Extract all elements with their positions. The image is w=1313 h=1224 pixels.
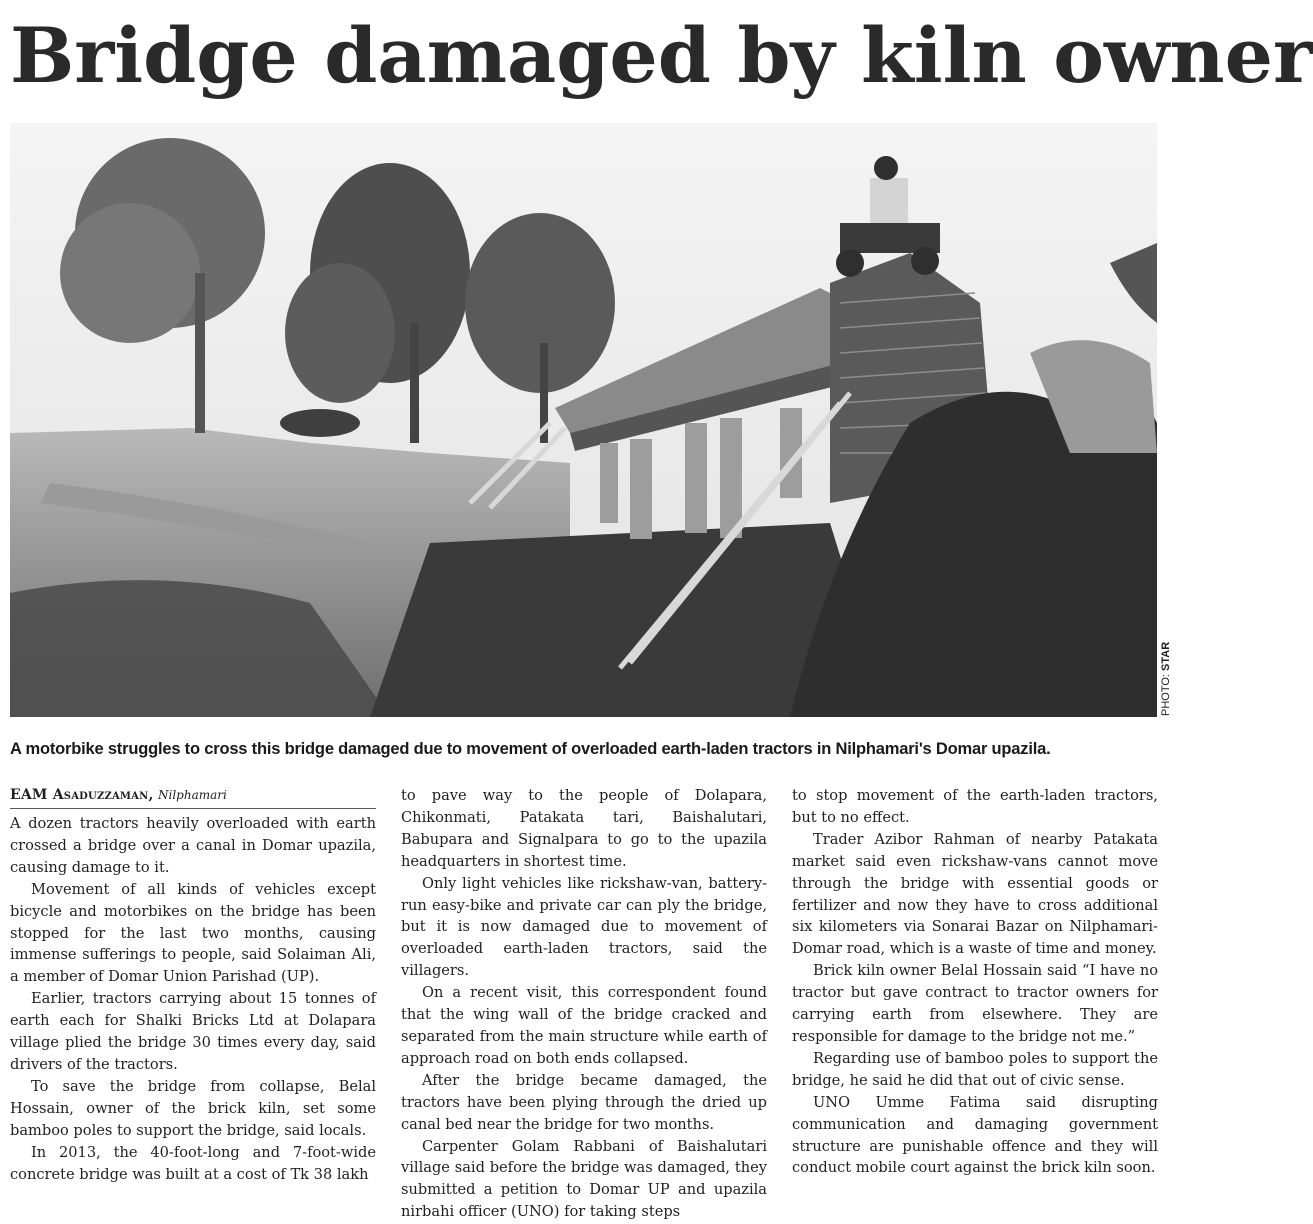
paragraph: In 2013, the 40-foot-long and 7-foot-wide concrete bridge was built at a cost of Tk 38 lakh [10, 1143, 376, 1183]
paragraph: Movement of all kinds of vehicles except bicycle and motorbikes on the bridge has been stopped for the last two months, causing immense sufferings to people, said Solaiman Ali, a member of Domar Union Parishad (UP). [10, 880, 376, 986]
photo-credit [1160, 642, 1172, 716]
paragraph: Earlier, tractors carrying about 15 tonnes of earth each for Shalki Bricks Ltd at Dolapara village plied the bridge 30 times every day, said drivers of the tractors. [10, 990, 376, 1073]
paragraph: Regarding use of bamboo poles to support the bridge, he said he did that out of civic sense. [792, 1049, 1158, 1089]
headline: Bridge damaged by kiln owner [10, 11, 1313, 100]
photo-credit-prefix: PHOTO: [1160, 670, 1172, 716]
paragraph: UNO Umme Fatima said disrupting communication and damaging government structure are punishable offence and they will conduct mobile court against the brick kiln soon. [792, 1093, 1158, 1177]
byline-place: Nilphamari [158, 788, 227, 802]
paragraph: To save the bridge from collapse, Belal Hossain, owner of the brick kiln, set some bamboo poles to support the bridge, said locals. [10, 1077, 376, 1139]
byline-author: EAM Asaduzzaman, [10, 787, 154, 803]
paragraph: Brick kiln owner Belal Hossain said “I have no tractor but gave contract to tractor owners for carrying earth from elsewhere. They are responsible for damage to the bridge not me.” [792, 962, 1158, 1045]
article-column-2 [401, 785, 767, 1223]
paragraph: Trader Azibor Rahman of nearby Patakata market said even rickshaw-vans cannot move through the bridge with essential goods or fertilizer and now they have to cross additional six kilometers via Sonarai Bazar on Nilphamari-Domar road, which is a waste of time and money. [792, 830, 1158, 958]
paragraph: to pave way to the people of Dolapara, Chikonmati, Patakata tari, Baishalutari, Babupara and Signalpara to go to the upazila headquarters in shortest time. [401, 787, 767, 870]
bridge-photo-illustration [10, 123, 1157, 717]
paragraph: Carpenter Golam Rabbani of Baishalutari village said before the bridge was damaged, they submitted a petition to Domar UP and upazila nirbahi officer (UNO) for taking steps [401, 1137, 767, 1221]
photo-credit-source: STAR [1160, 641, 1172, 671]
paragraph: After the bridge became damaged, the tractors have been plying through the dried up canal bed near the bridge for two months. [401, 1071, 767, 1133]
article-column-3 [792, 785, 1158, 1179]
article-column-1 [10, 786, 376, 1185]
paragraph: A dozen tractors heavily overloaded with earth crossed a bridge over a canal in Domar upazila, causing damage to it. [10, 815, 376, 876]
photo-caption: A motorbike struggles to cross this bridge damaged due to movement of overloaded earth-laden tractors in Nilphamari's Domar upazila. [10, 740, 1051, 758]
byline [10, 786, 376, 809]
paragraph: On a recent visit, this correspondent found that the wing wall of the bridge cracked and separated from the main structure while earth of approach road on both ends collapsed. [401, 984, 767, 1067]
paragraph: Only light vehicles like rickshaw-van, battery-run easy-bike and private car can ply the bridge, but it is now damaged due to movement of overloaded earth-laden tractors, said the villagers. [401, 874, 767, 980]
news-photo [10, 123, 1157, 717]
paragraph: to stop movement of the earth-laden tractors, but to no effect. [792, 787, 1158, 826]
